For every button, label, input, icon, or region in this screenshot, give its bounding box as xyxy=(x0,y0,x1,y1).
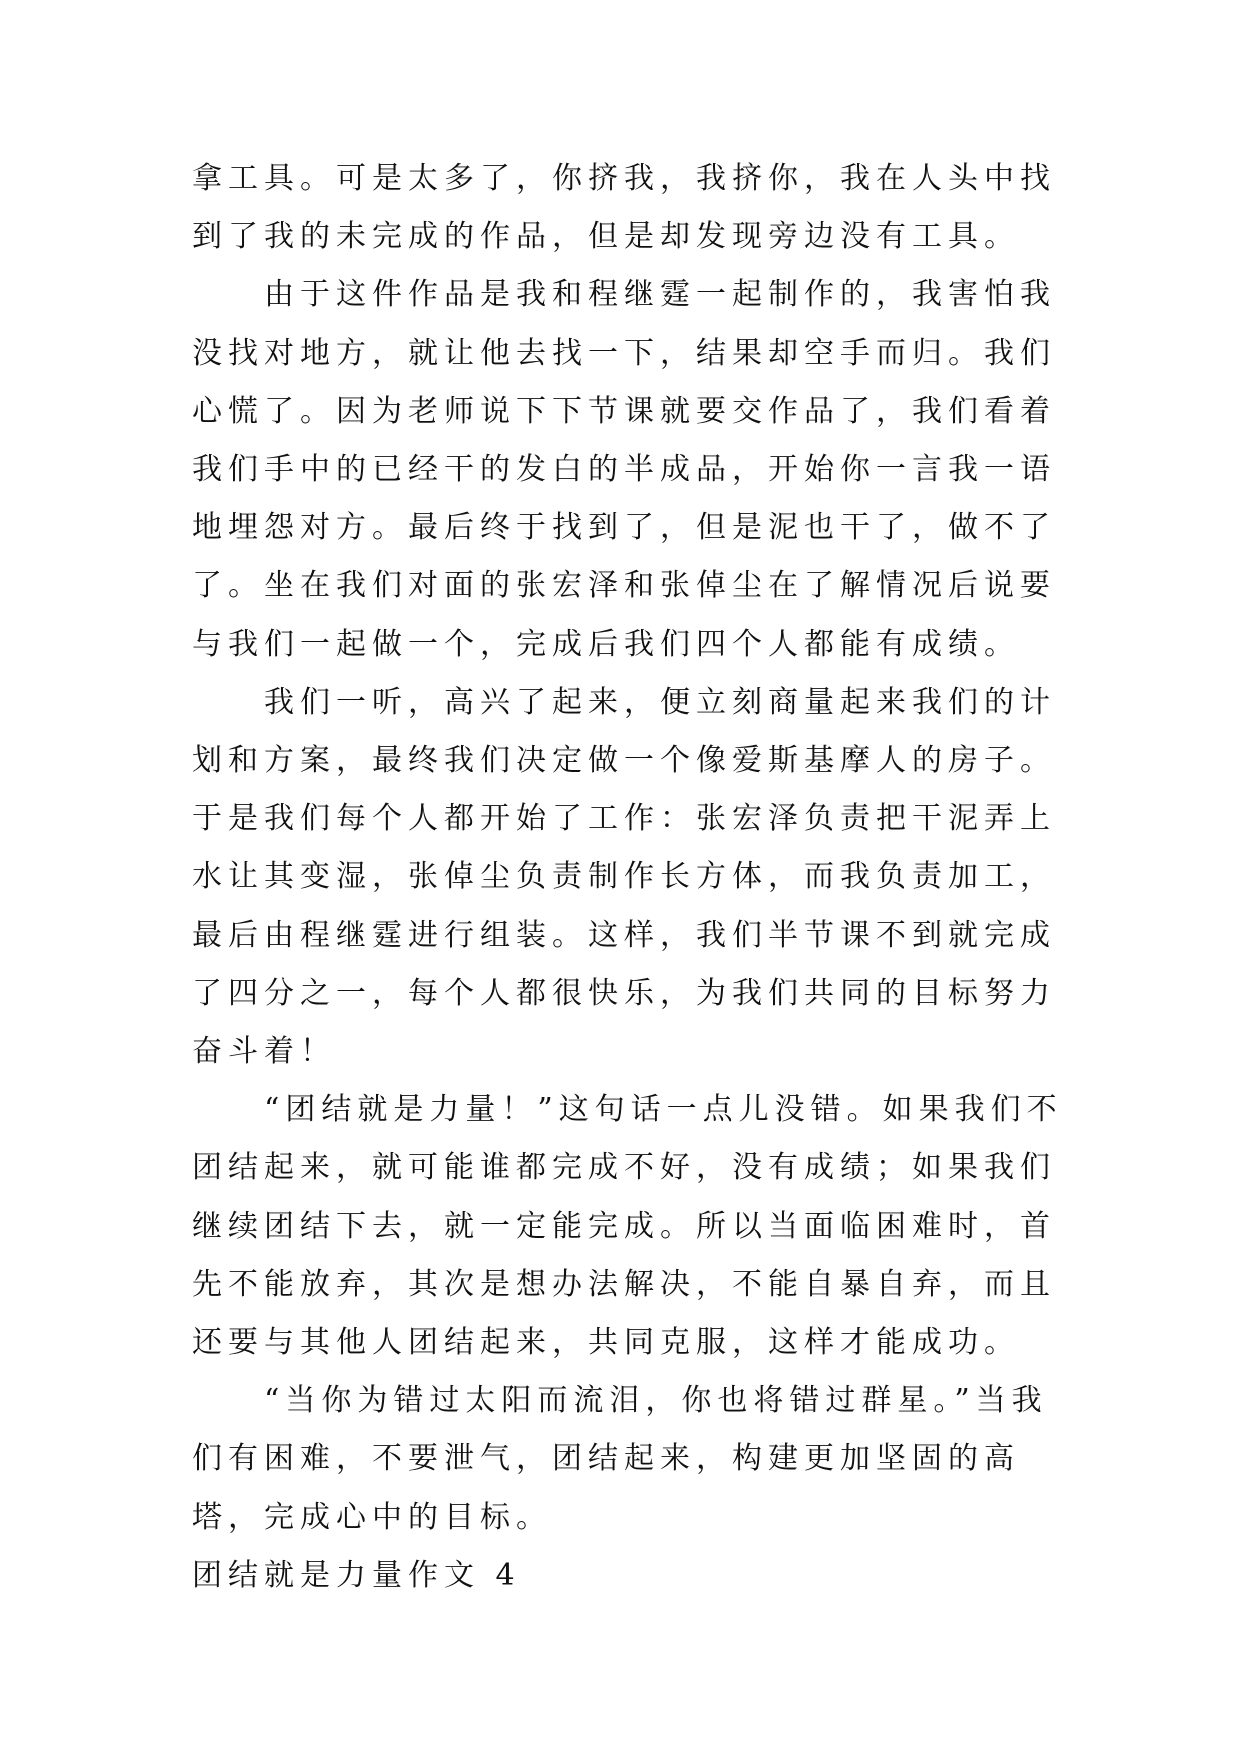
paragraph-1: 拿工具。可是太多了，你挤我，我挤你，我在人头中找到了我的未完成的作品，但是却发现旁边没有工具。 xyxy=(192,161,1056,255)
paragraph-2: 由于这件作品是我和程继霆一起制作的，我害怕我没找对地方，就让他去找一下，结果却空手而归。我们心慌了。因为老师说下下节课就要交作品了，我们看着我们手中的已经干的发白的半成品，开始你一言我一语地埋怨对方。最后终于找到了，但是泥也干了，做不了了。坐在我们对面的张宏泽和张倬尘在了解情况后说要与我们一起做一个，完成后我们四个人都能有成绩。 xyxy=(192,277,1056,662)
paragraph-4: “团结就是力量！”这句话一点儿没错。如果我们不团结起来，就可能谁都完成不好，没有成绩；如果我们继续团结下去，就一定能完成。所以当面临困难时，首先不能放弃，其次是想办法解决，不能自暴自弃，而且还要与其他人团结起来，共同克服，这样才能成功。 xyxy=(192,1092,1063,1361)
document-page xyxy=(192,150,1072,1605)
paragraph-5: “当你为错过太阳而流泪，你也将错过群星。”当我们有困难，不要泄气，团结起来，构建更加坚固的高塔，完成心中的目标。 xyxy=(192,1383,1048,1535)
paragraph-3: 我们一听，高兴了起来，便立刻商量起来我们的计划和方案，最终我们决定做一个像爱斯基摩人的房子。于是我们每个人都开始了工作：张宏泽负责把干泥弄上水让其变湿，张倬尘负责制作长方体，而我负责加工，最后由程继霆进行组装。这样，我们半节课不到就完成了四分之一，每个人都很快乐，为我们共同的目标努力奋斗着！ xyxy=(192,684,1056,1070)
section-heading: 团结就是力量作文 4 xyxy=(192,1557,521,1593)
